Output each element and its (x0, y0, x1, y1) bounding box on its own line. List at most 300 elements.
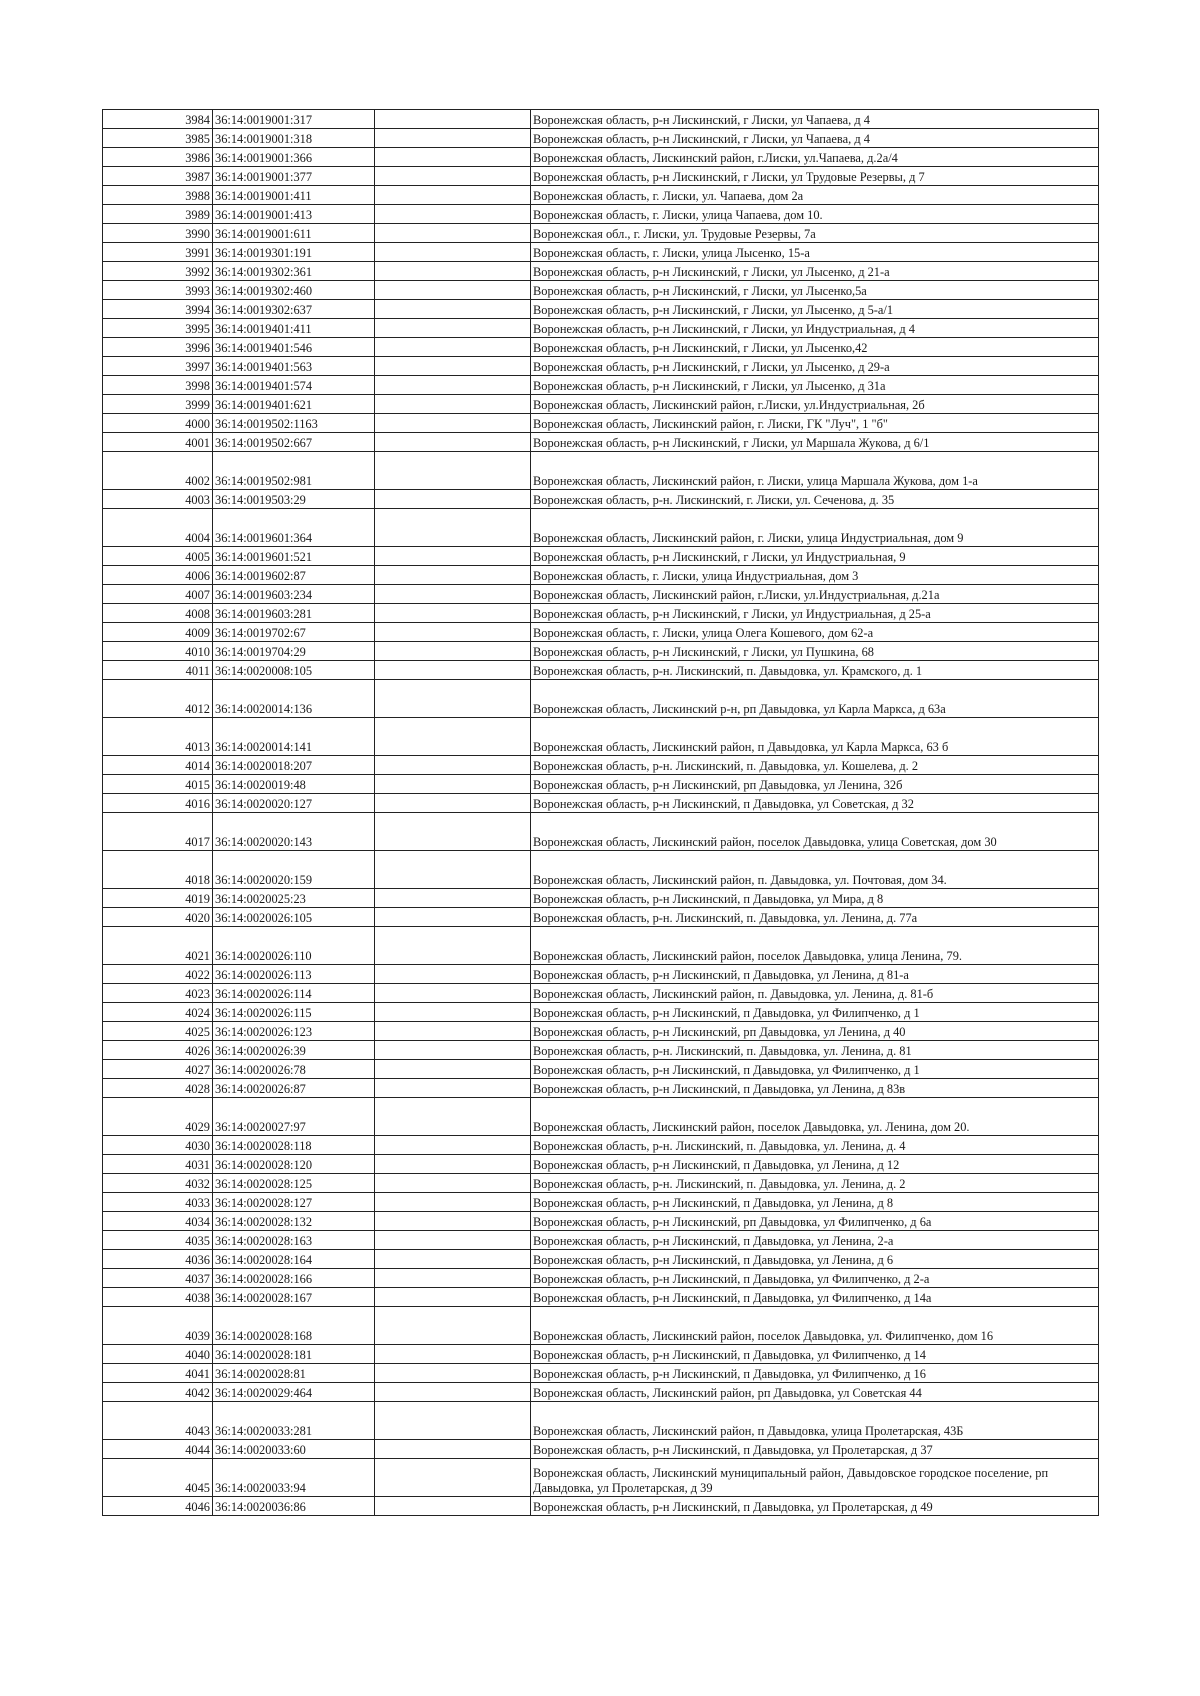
cadastral-number-cell: 36:14:0020033:281 (213, 1402, 375, 1440)
table-row (103, 1060, 1099, 1079)
address-cell: Воронежская область, г. Лиски, улица Олега Кошевого, дом 62-а (531, 623, 1099, 642)
table-row (103, 490, 1099, 509)
cadastral-number-cell: 36:14:0020026:110 (213, 927, 375, 965)
row-number-cell: 4020 (103, 908, 213, 927)
table-row (103, 547, 1099, 566)
table-row (103, 661, 1099, 680)
cadastral-number-cell: 36:14:0019502:981 (213, 452, 375, 490)
address-cell: Воронежская область, г. Лиски, ул. Чапаева, дом 2а (531, 186, 1099, 205)
table-row (103, 1212, 1099, 1231)
row-number-cell: 4028 (103, 1079, 213, 1098)
row-number-cell: 4031 (103, 1155, 213, 1174)
empty-cell (375, 1231, 531, 1250)
address-cell: Воронежская область, Лискинский район, п. Давыдовка, ул. Почтовая, дом 34. (531, 851, 1099, 889)
empty-cell (375, 794, 531, 813)
address-cell: Воронежская область, р-н Лискинский, рп Давыдовка, ул Ленина, д 40 (531, 1022, 1099, 1041)
table-row (103, 167, 1099, 186)
row-number-cell: 3993 (103, 281, 213, 300)
address-cell: Воронежская область, Лискинский район, рп Давыдовка, ул Советская 44 (531, 1383, 1099, 1402)
empty-cell (375, 1174, 531, 1193)
table-row (103, 1003, 1099, 1022)
table-row (103, 338, 1099, 357)
table-row (103, 1459, 1099, 1497)
row-number-cell: 4008 (103, 604, 213, 623)
address-cell: Воронежская область, р-н Лискинский, г Лиски, ул Лысенко, д 21-а (531, 262, 1099, 281)
table-row (103, 1345, 1099, 1364)
empty-cell (375, 1003, 531, 1022)
address-cell: Воронежская область, р-н Лискинский, г Лиски, ул Чапаева, д 4 (531, 129, 1099, 148)
row-number-cell: 4025 (103, 1022, 213, 1041)
address-cell: Воронежская область, Лискинский р-н, рп Давыдовка, ул Карла Маркса, д 63а (531, 680, 1099, 718)
table-row (103, 414, 1099, 433)
empty-cell (375, 813, 531, 851)
cadastral-number-cell: 36:14:0019603:281 (213, 604, 375, 623)
cadastral-number-cell: 36:14:0020026:39 (213, 1041, 375, 1060)
empty-cell (375, 224, 531, 243)
address-cell: Воронежская область, Лискинский район, г.Лиски, ул.Индустриальная, 2б (531, 395, 1099, 414)
row-number-cell: 4044 (103, 1440, 213, 1459)
address-cell: Воронежская область, р-н. Лискинский, п. Давыдовка, ул. Кошелева, д. 2 (531, 756, 1099, 775)
address-cell: Воронежская область, Лискинский район, поселок Давыдовка, улица Ленина, 79. (531, 927, 1099, 965)
address-cell: Воронежская область, р-н Лискинский, г Лиски, ул Индустриальная, д 4 (531, 319, 1099, 338)
address-cell: Воронежская область, р-н. Лискинский, п. Давыдовка, ул. Ленина, д. 81 (531, 1041, 1099, 1060)
row-number-cell: 4041 (103, 1364, 213, 1383)
row-number-cell: 4013 (103, 718, 213, 756)
empty-cell (375, 661, 531, 680)
row-number-cell: 4039 (103, 1307, 213, 1345)
empty-cell (375, 851, 531, 889)
table-row (103, 1174, 1099, 1193)
cadastral-number-cell: 36:14:0020028:118 (213, 1136, 375, 1155)
cadastral-number-cell: 36:14:0020028:167 (213, 1288, 375, 1307)
empty-cell (375, 623, 531, 642)
table-row (103, 1288, 1099, 1307)
address-cell: Воронежская область, р-н Лискинский, п Давыдовка, ул Ленина, д 83в (531, 1079, 1099, 1098)
row-number-cell: 3989 (103, 205, 213, 224)
table-row (103, 1364, 1099, 1383)
table-row (103, 433, 1099, 452)
table-row (103, 1079, 1099, 1098)
row-number-cell: 4033 (103, 1193, 213, 1212)
table-row (103, 585, 1099, 604)
table-row (103, 984, 1099, 1003)
table-row (103, 775, 1099, 794)
row-number-cell: 4006 (103, 566, 213, 585)
table-row (103, 889, 1099, 908)
cadastral-number-cell: 36:14:0020028:120 (213, 1155, 375, 1174)
empty-cell (375, 167, 531, 186)
table-row (103, 604, 1099, 623)
row-number-cell: 4019 (103, 889, 213, 908)
table-row (103, 262, 1099, 281)
table-row (103, 623, 1099, 642)
row-number-cell: 4003 (103, 490, 213, 509)
address-cell: Воронежская область, р-н Лискинский, п Давыдовка, ул Ленина, 2-а (531, 1231, 1099, 1250)
cadastral-number-cell: 36:14:0020036:86 (213, 1497, 375, 1516)
cadastral-number-cell: 36:14:0019001:377 (213, 167, 375, 186)
property-table (102, 109, 1099, 1516)
row-number-cell: 4007 (103, 585, 213, 604)
cadastral-number-cell: 36:14:0019702:67 (213, 623, 375, 642)
empty-cell (375, 395, 531, 414)
empty-cell (375, 205, 531, 224)
table-row (103, 243, 1099, 262)
cadastral-number-cell: 36:14:0020026:78 (213, 1060, 375, 1079)
cadastral-number-cell: 36:14:0020018:207 (213, 756, 375, 775)
address-cell: Воронежская область, Лискинский район, г. Лиски, улица Маршала Жукова, дом 1-а (531, 452, 1099, 490)
cadastral-number-cell: 36:14:0019001:317 (213, 110, 375, 129)
table-row (103, 300, 1099, 319)
empty-cell (375, 984, 531, 1003)
address-cell: Воронежская область, Лискинский район, г. Лиски, улица Индустриальная, дом 9 (531, 509, 1099, 547)
row-number-cell: 4012 (103, 680, 213, 718)
empty-cell (375, 490, 531, 509)
row-number-cell: 4014 (103, 756, 213, 775)
cadastral-number-cell: 36:14:0020026:113 (213, 965, 375, 984)
address-cell: Воронежская область, р-н Лискинский, п Давыдовка, ул Филипченко, д 16 (531, 1364, 1099, 1383)
table-body (103, 110, 1099, 1516)
cadastral-number-cell: 36:14:0020025:23 (213, 889, 375, 908)
address-cell: Воронежская область, Лискинский район, поселок Давыдовка, ул. Филипченко, дом 16 (531, 1307, 1099, 1345)
table-row (103, 205, 1099, 224)
empty-cell (375, 1098, 531, 1136)
cadastral-number-cell: 36:14:0019301:191 (213, 243, 375, 262)
address-cell: Воронежская область, г. Лиски, улица Индустриальная, дом 3 (531, 566, 1099, 585)
row-number-cell: 4043 (103, 1402, 213, 1440)
table-row (103, 224, 1099, 243)
cadastral-number-cell: 36:14:0020028:132 (213, 1212, 375, 1231)
address-cell: Воронежская область, р-н Лискинский, г Лиски, ул Лысенко, д 31а (531, 376, 1099, 395)
row-number-cell: 3992 (103, 262, 213, 281)
empty-cell (375, 1440, 531, 1459)
table-row (103, 927, 1099, 965)
table-row (103, 1497, 1099, 1516)
empty-cell (375, 1497, 531, 1516)
address-cell: Воронежская область, р-н Лискинский, п Давыдовка, ул Советская, д 32 (531, 794, 1099, 813)
table-row (103, 566, 1099, 585)
table-row (103, 1041, 1099, 1060)
cadastral-number-cell: 36:14:0020020:127 (213, 794, 375, 813)
empty-cell (375, 319, 531, 338)
row-number-cell: 4035 (103, 1231, 213, 1250)
cadastral-number-cell: 36:14:0020028:166 (213, 1269, 375, 1288)
row-number-cell: 4024 (103, 1003, 213, 1022)
table-row (103, 1250, 1099, 1269)
empty-cell (375, 1079, 531, 1098)
table-row (103, 110, 1099, 129)
row-number-cell: 4026 (103, 1041, 213, 1060)
row-number-cell: 3999 (103, 395, 213, 414)
address-cell: Воронежская область, Лискинский район, поселок Давыдовка, ул. Ленина, дом 20. (531, 1098, 1099, 1136)
address-cell: Воронежская область, р-н Лискинский, г Лиски, ул Трудовые Резервы, д 7 (531, 167, 1099, 186)
row-number-cell: 4010 (103, 642, 213, 661)
empty-cell (375, 148, 531, 167)
row-number-cell: 3995 (103, 319, 213, 338)
address-cell: Воронежская область, р-н Лискинский, г Лиски, ул Индустриальная, д 25-а (531, 604, 1099, 623)
empty-cell (375, 1345, 531, 1364)
cadastral-number-cell: 36:14:0020026:105 (213, 908, 375, 927)
table-row (103, 1269, 1099, 1288)
row-number-cell: 4009 (103, 623, 213, 642)
row-number-cell: 4037 (103, 1269, 213, 1288)
address-cell: Воронежская область, р-н Лискинский, г Лиски, ул Лысенко, д 5-а/1 (531, 300, 1099, 319)
cadastral-number-cell: 36:14:0020028:81 (213, 1364, 375, 1383)
table-row (103, 148, 1099, 167)
cadastral-number-cell: 36:14:0020028:168 (213, 1307, 375, 1345)
empty-cell (375, 414, 531, 433)
row-number-cell: 4018 (103, 851, 213, 889)
table-row (103, 186, 1099, 205)
row-number-cell: 4016 (103, 794, 213, 813)
empty-cell (375, 300, 531, 319)
address-cell: Воронежская область, р-н Лискинский, п Давыдовка, ул Ленина, д 6 (531, 1250, 1099, 1269)
row-number-cell: 3985 (103, 129, 213, 148)
address-cell: Воронежская область, р-н. Лискинский, п. Давыдовка, ул. Крамского, д. 1 (531, 661, 1099, 680)
cadastral-number-cell: 36:14:0019302:460 (213, 281, 375, 300)
address-cell: Воронежская область, р-н Лискинский, г Лиски, ул Лысенко, д 29-а (531, 357, 1099, 376)
row-number-cell: 3988 (103, 186, 213, 205)
row-number-cell: 3984 (103, 110, 213, 129)
table-row (103, 1440, 1099, 1459)
address-cell: Воронежская область, р-н Лискинский, п Давыдовка, ул Мира, д 8 (531, 889, 1099, 908)
address-cell: Воронежская область, Лискинский район, поселок Давыдовка, улица Советская, дом 30 (531, 813, 1099, 851)
cadastral-number-cell: 36:14:0019001:611 (213, 224, 375, 243)
row-number-cell: 4027 (103, 1060, 213, 1079)
cadastral-number-cell: 36:14:0019401:546 (213, 338, 375, 357)
row-number-cell: 4038 (103, 1288, 213, 1307)
table-row (103, 281, 1099, 300)
table-row (103, 452, 1099, 490)
empty-cell (375, 775, 531, 794)
address-cell: Воронежская область, р-н. Лискинский, п. Давыдовка, ул. Ленина, д. 77а (531, 908, 1099, 927)
row-number-cell: 4004 (103, 509, 213, 547)
table-row (103, 129, 1099, 148)
address-cell: Воронежская область, р-н Лискинский, п Давыдовка, ул Филипченко, д 2-а (531, 1269, 1099, 1288)
row-number-cell: 4001 (103, 433, 213, 452)
table-row (103, 794, 1099, 813)
row-number-cell: 4042 (103, 1383, 213, 1402)
table-row (103, 642, 1099, 661)
address-cell: Воронежская область, р-н. Лискинский, г. Лиски, ул. Сеченова, д. 35 (531, 490, 1099, 509)
empty-cell (375, 889, 531, 908)
empty-cell (375, 547, 531, 566)
row-number-cell: 4017 (103, 813, 213, 851)
row-number-cell: 3994 (103, 300, 213, 319)
row-number-cell: 4000 (103, 414, 213, 433)
cadastral-number-cell: 36:14:0019001:366 (213, 148, 375, 167)
empty-cell (375, 452, 531, 490)
empty-cell (375, 1383, 531, 1402)
table-row (103, 851, 1099, 889)
empty-cell (375, 186, 531, 205)
address-cell: Воронежская область, Лискинский район, п Давыдовка, ул Карла Маркса, 63 б (531, 718, 1099, 756)
empty-cell (375, 1402, 531, 1440)
empty-cell (375, 1288, 531, 1307)
row-number-cell: 4022 (103, 965, 213, 984)
row-number-cell: 4029 (103, 1098, 213, 1136)
address-cell: Воронежская область, р-н Лискинский, п Давыдовка, ул Филипченко, д 1 (531, 1060, 1099, 1079)
address-cell: Воронежская область, р-н Лискинский, г Лиски, ул Пушкина, 68 (531, 642, 1099, 661)
empty-cell (375, 1307, 531, 1345)
cadastral-number-cell: 36:14:0020033:94 (213, 1459, 375, 1497)
row-number-cell: 3996 (103, 338, 213, 357)
table-row (103, 1155, 1099, 1174)
table-row (103, 357, 1099, 376)
cadastral-number-cell: 36:14:0019001:318 (213, 129, 375, 148)
row-number-cell: 4021 (103, 927, 213, 965)
cadastral-number-cell: 36:14:0020028:181 (213, 1345, 375, 1364)
empty-cell (375, 1155, 531, 1174)
cadastral-number-cell: 36:14:0020026:115 (213, 1003, 375, 1022)
address-cell: Воронежская область, р-н. Лискинский, п. Давыдовка, ул. Ленина, д. 4 (531, 1136, 1099, 1155)
row-number-cell: 3986 (103, 148, 213, 167)
row-number-cell: 4034 (103, 1212, 213, 1231)
table-row (103, 319, 1099, 338)
table-row (103, 718, 1099, 756)
row-number-cell: 4023 (103, 984, 213, 1003)
empty-cell (375, 1459, 531, 1497)
cadastral-number-cell: 36:14:0020028:164 (213, 1250, 375, 1269)
address-cell: Воронежская область, р-н Лискинский, г Лиски, ул Лысенко,42 (531, 338, 1099, 357)
empty-cell (375, 1022, 531, 1041)
address-cell: Воронежская область, Лискинский район, г.Лиски, ул.Чапаева, д.2а/4 (531, 148, 1099, 167)
empty-cell (375, 1193, 531, 1212)
address-cell: Воронежская область, г. Лиски, улица Лысенко, 15-а (531, 243, 1099, 262)
cadastral-number-cell: 36:14:0019302:361 (213, 262, 375, 281)
address-cell: Воронежская область, Лискинский район, п. Давыдовка, ул. Ленина, д. 81-б (531, 984, 1099, 1003)
empty-cell (375, 1041, 531, 1060)
cadastral-number-cell: 36:14:0019601:364 (213, 509, 375, 547)
address-cell: Воронежская область, р-н Лискинский, рп Давыдовка, ул Филипченко, д 6а (531, 1212, 1099, 1231)
address-cell: Воронежская область, г. Лиски, улица Чапаева, дом 10. (531, 205, 1099, 224)
address-cell: Воронежская область, р-н Лискинский, п Давыдовка, ул Филипченко, д 14а (531, 1288, 1099, 1307)
row-number-cell: 3987 (103, 167, 213, 186)
cadastral-number-cell: 36:14:0019302:637 (213, 300, 375, 319)
empty-cell (375, 1060, 531, 1079)
row-number-cell: 4046 (103, 1497, 213, 1516)
row-number-cell: 4011 (103, 661, 213, 680)
empty-cell (375, 376, 531, 395)
cadastral-number-cell: 36:14:0020026:87 (213, 1079, 375, 1098)
table-row (103, 1307, 1099, 1345)
empty-cell (375, 908, 531, 927)
empty-cell (375, 129, 531, 148)
empty-cell (375, 604, 531, 623)
table-row (103, 1022, 1099, 1041)
address-cell: Воронежская область, р-н Лискинский, п Давыдовка, ул Пролетарская, д 49 (531, 1497, 1099, 1516)
table-row (103, 756, 1099, 775)
cadastral-number-cell: 36:14:0019603:234 (213, 585, 375, 604)
table-row (103, 1402, 1099, 1440)
table-row (103, 1231, 1099, 1250)
empty-cell (375, 1269, 531, 1288)
table-row (103, 1193, 1099, 1212)
address-cell: Воронежская обл., г. Лиски, ул. Трудовые Резервы, 7а (531, 224, 1099, 243)
address-cell: Воронежская область, Лискинский район, п Давыдовка, улица Пролетарская, 43Б (531, 1402, 1099, 1440)
table-row (103, 1136, 1099, 1155)
empty-cell (375, 110, 531, 129)
cadastral-number-cell: 36:14:0020019:48 (213, 775, 375, 794)
address-cell: Воронежская область, р-н Лискинский, г Лиски, ул Маршала Жукова, д 6/1 (531, 433, 1099, 452)
address-cell: Воронежская область, р-н Лискинский, п Давыдовка, ул Ленина, д 12 (531, 1155, 1099, 1174)
cadastral-number-cell: 36:14:0019601:521 (213, 547, 375, 566)
address-cell: Воронежская область, р-н Лискинский, г Лиски, ул Индустриальная, 9 (531, 547, 1099, 566)
cadastral-number-cell: 36:14:0019001:411 (213, 186, 375, 205)
row-number-cell: 4040 (103, 1345, 213, 1364)
empty-cell (375, 357, 531, 376)
empty-cell (375, 1136, 531, 1155)
empty-cell (375, 1212, 531, 1231)
table-row (103, 680, 1099, 718)
cadastral-number-cell: 36:14:0020014:141 (213, 718, 375, 756)
empty-cell (375, 262, 531, 281)
empty-cell (375, 718, 531, 756)
empty-cell (375, 756, 531, 775)
address-cell: Воронежская область, р-н Лискинский, рп Давыдовка, ул Ленина, 32б (531, 775, 1099, 794)
cadastral-number-cell: 36:14:0020026:123 (213, 1022, 375, 1041)
cadastral-number-cell: 36:14:0020033:60 (213, 1440, 375, 1459)
empty-cell (375, 1250, 531, 1269)
address-cell: Воронежская область, Лискинский район, г.Лиски, ул.Индустриальная, д.21а (531, 585, 1099, 604)
address-cell: Воронежская область, р-н Лискинский, п Давыдовка, ул Филипченко, д 14 (531, 1345, 1099, 1364)
cadastral-number-cell: 36:14:0020029:464 (213, 1383, 375, 1402)
cadastral-number-cell: 36:14:0020020:143 (213, 813, 375, 851)
empty-cell (375, 585, 531, 604)
table-row (103, 1383, 1099, 1402)
empty-cell (375, 1364, 531, 1383)
cadastral-number-cell: 36:14:0019401:411 (213, 319, 375, 338)
empty-cell (375, 509, 531, 547)
address-cell: Воронежская область, Лискинский муниципальный район, Давыдовское городское поселение, рп Давыдовка, ул Пролетарская, д 39 (531, 1459, 1099, 1497)
table-row (103, 1098, 1099, 1136)
row-number-cell: 4036 (103, 1250, 213, 1269)
table-row (103, 813, 1099, 851)
empty-cell (375, 965, 531, 984)
cadastral-number-cell: 36:14:0020008:105 (213, 661, 375, 680)
address-cell: Воронежская область, р-н Лискинский, п Давыдовка, ул Ленина, д 8 (531, 1193, 1099, 1212)
cadastral-number-cell: 36:14:0019602:87 (213, 566, 375, 585)
row-number-cell: 3997 (103, 357, 213, 376)
row-number-cell: 4030 (103, 1136, 213, 1155)
address-cell: Воронежская область, р-н Лискинский, п Давыдовка, ул Филипченко, д 1 (531, 1003, 1099, 1022)
row-number-cell: 4002 (103, 452, 213, 490)
table-row (103, 908, 1099, 927)
cadastral-number-cell: 36:14:0020020:159 (213, 851, 375, 889)
table-row (103, 395, 1099, 414)
cadastral-number-cell: 36:14:0019401:621 (213, 395, 375, 414)
empty-cell (375, 927, 531, 965)
row-number-cell: 4015 (103, 775, 213, 794)
cadastral-number-cell: 36:14:0020026:114 (213, 984, 375, 1003)
cadastral-number-cell: 36:14:0019001:413 (213, 205, 375, 224)
empty-cell (375, 680, 531, 718)
row-number-cell: 4005 (103, 547, 213, 566)
empty-cell (375, 243, 531, 262)
address-cell: Воронежская область, Лискинский район, г. Лиски, ГК "Луч", 1 "б" (531, 414, 1099, 433)
cadastral-number-cell: 36:14:0020028:127 (213, 1193, 375, 1212)
row-number-cell: 3998 (103, 376, 213, 395)
cadastral-number-cell: 36:14:0020014:136 (213, 680, 375, 718)
empty-cell (375, 281, 531, 300)
row-number-cell: 4045 (103, 1459, 213, 1497)
table-row (103, 965, 1099, 984)
cadastral-number-cell: 36:14:0019401:574 (213, 376, 375, 395)
empty-cell (375, 433, 531, 452)
empty-cell (375, 566, 531, 585)
address-cell: Воронежская область, р-н Лискинский, п Давыдовка, ул Пролетарская, д 37 (531, 1440, 1099, 1459)
address-cell: Воронежская область, р-н Лискинский, г Лиски, ул Лысенко,5а (531, 281, 1099, 300)
cadastral-number-cell: 36:14:0019502:1163 (213, 414, 375, 433)
